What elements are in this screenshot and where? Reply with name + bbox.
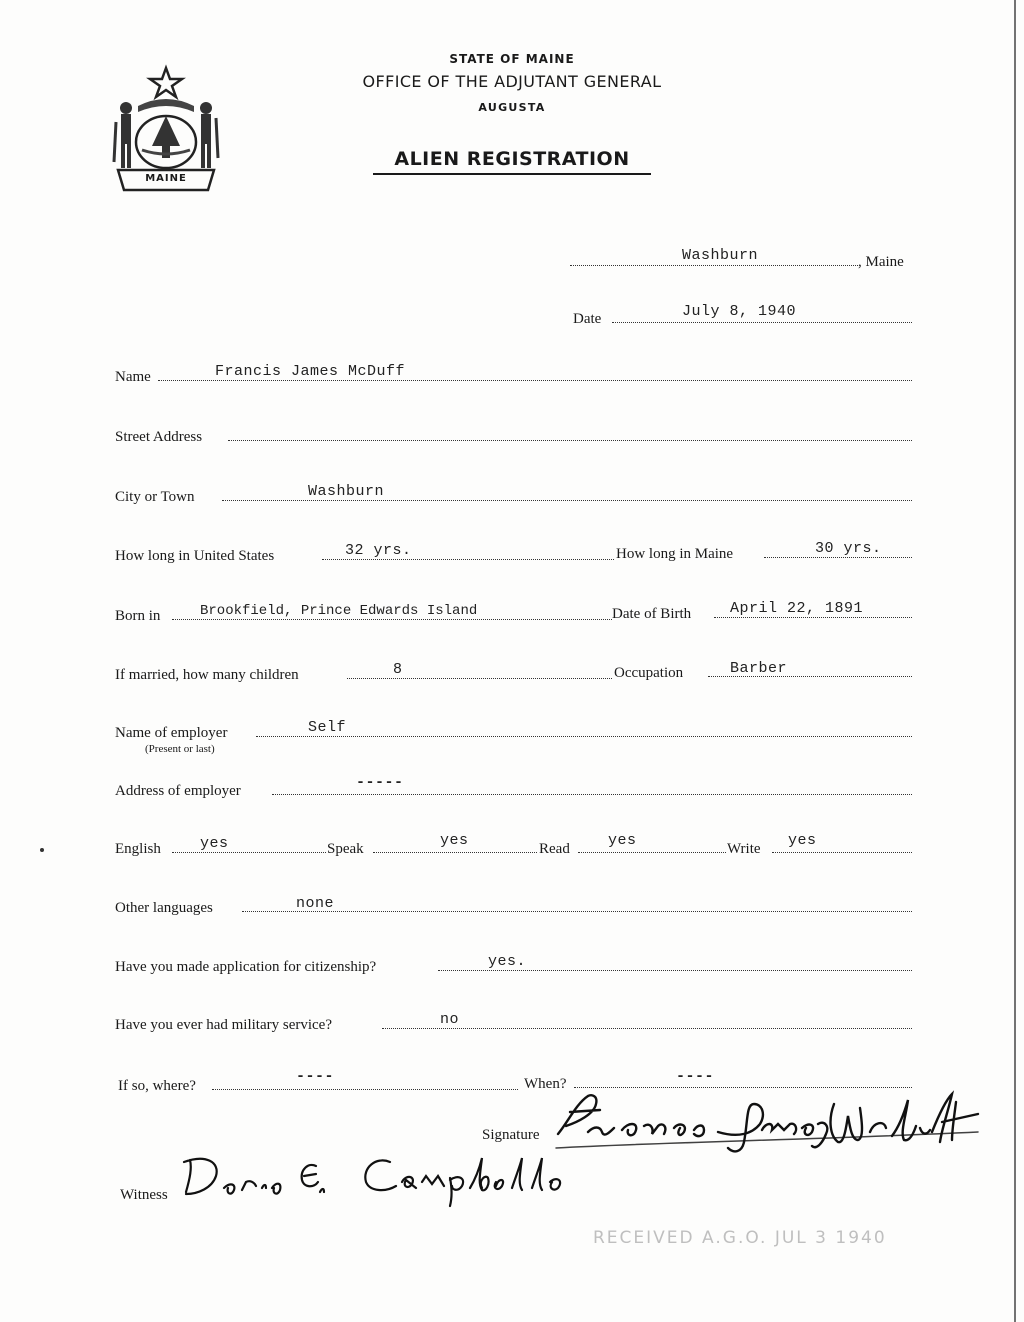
employer-value: Self xyxy=(308,719,347,736)
citizenship-value: yes. xyxy=(488,953,527,970)
employer-address-line xyxy=(272,794,912,795)
employer-sublabel: (Present or last) xyxy=(145,743,215,755)
years-us-label: How long in United States xyxy=(115,548,275,564)
where-value: ---- xyxy=(296,1068,335,1085)
read-value: yes xyxy=(608,832,637,849)
years-maine-value: 30 yrs. xyxy=(815,540,882,557)
years-us-value: 32 yrs. xyxy=(345,542,412,559)
office-heading: OFFICE OF THE ADJUTANT GENERAL xyxy=(362,72,662,91)
witness-signature xyxy=(176,1148,576,1212)
speak-label: Speak xyxy=(327,841,364,857)
english-value: yes xyxy=(200,835,229,852)
dob-label: Date of Birth xyxy=(612,606,692,622)
children-label: If married, how many children xyxy=(115,667,299,683)
street-label: Street Address xyxy=(115,429,203,445)
where-line xyxy=(212,1089,518,1090)
name-value: Francis James McDuff xyxy=(215,363,406,380)
form-title: ALIEN REGISTRATION xyxy=(373,148,651,175)
applicant-signature xyxy=(548,1082,988,1162)
employer-address-label: Address of employer xyxy=(115,783,241,799)
military-line xyxy=(382,1028,912,1029)
date-value: July 8, 1940 xyxy=(682,303,797,320)
state-heading: STATE OF MAINE xyxy=(449,52,575,66)
born-label: Born in xyxy=(115,608,161,624)
employer-label: Name of employer xyxy=(115,725,228,741)
dob-value: April 22, 1891 xyxy=(730,600,864,617)
children-value: 8 xyxy=(393,661,403,678)
military-value: no xyxy=(440,1011,460,1028)
date-label: Date xyxy=(573,311,602,327)
read-label: Read xyxy=(539,841,570,857)
page-edge xyxy=(1014,0,1016,1322)
received-stamp: RECEIVED A.G.O. JUL 3 1940 xyxy=(593,1228,887,1248)
english-line xyxy=(172,852,326,853)
street-line xyxy=(228,440,912,441)
military-label: Have you ever had military service? xyxy=(115,1017,332,1033)
speak-value: yes xyxy=(440,832,469,849)
city-heading: AUGUSTA xyxy=(478,101,546,114)
date-line xyxy=(612,322,912,323)
write-label: Write xyxy=(727,841,761,857)
other-languages-value: none xyxy=(296,895,335,912)
occupation-value: Barber xyxy=(730,660,788,677)
name-label: Name xyxy=(115,369,151,385)
born-value: Brookfield, Prince Edwards Island xyxy=(200,603,478,619)
where-label: If so, where? xyxy=(118,1078,196,1094)
signature-label: Signature xyxy=(482,1127,540,1143)
when-value: ---- xyxy=(676,1068,715,1085)
ink-speck xyxy=(40,848,44,852)
write-value: yes xyxy=(788,832,817,849)
children-line xyxy=(347,678,612,679)
employer-address-value: ----- xyxy=(356,774,404,791)
city-value: Washburn xyxy=(308,483,385,500)
english-label: English xyxy=(115,841,161,857)
read-line xyxy=(578,852,726,853)
witness-label: Witness xyxy=(120,1187,168,1203)
speak-line xyxy=(373,852,537,853)
other-languages-line xyxy=(242,911,912,912)
occupation-label: Occupation xyxy=(614,665,684,681)
other-languages-label: Other languages xyxy=(115,900,213,916)
seal-motto: MAINE xyxy=(145,173,187,184)
when-label: When? xyxy=(524,1076,567,1092)
write-line xyxy=(772,852,912,853)
city-label: City or Town xyxy=(115,489,195,505)
place-suffix: , Maine xyxy=(858,254,904,270)
citizenship-label: Have you made application for citizenship? xyxy=(115,959,377,975)
employer-line xyxy=(256,736,912,737)
place-value: Washburn xyxy=(682,247,759,264)
years-maine-label: How long in Maine xyxy=(616,546,734,562)
place-line xyxy=(570,265,858,266)
